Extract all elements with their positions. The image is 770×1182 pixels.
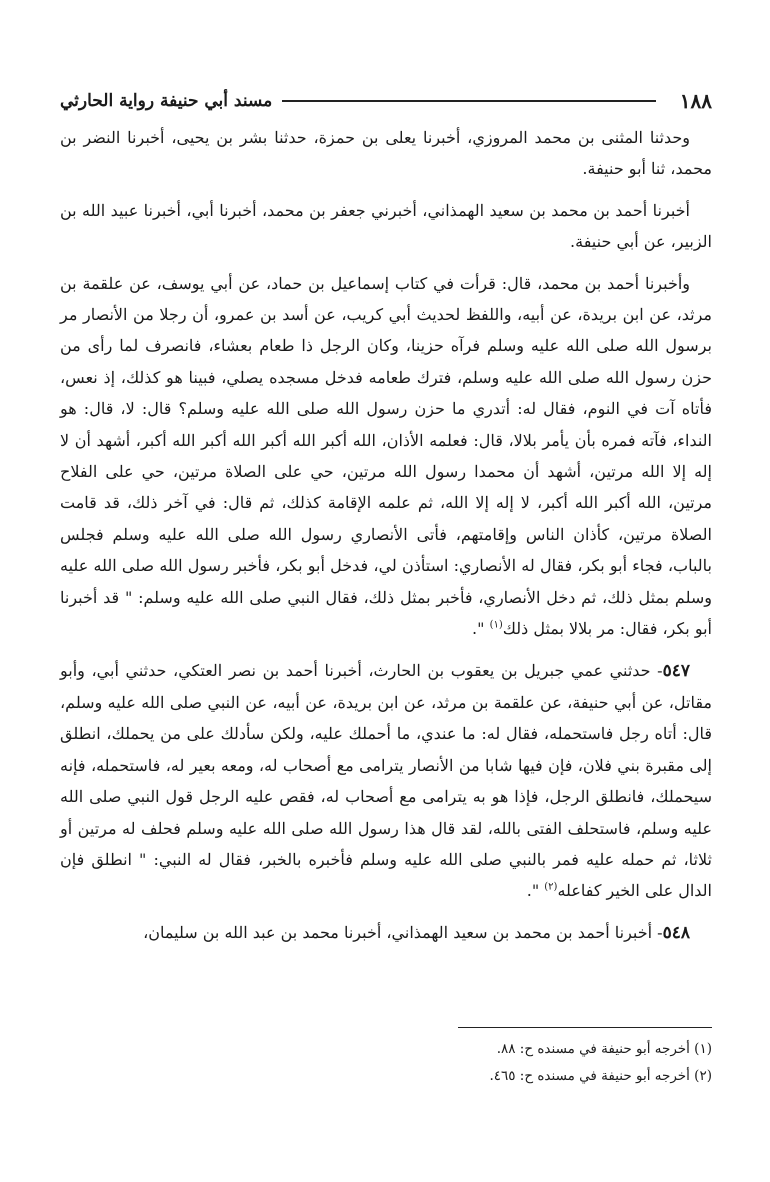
hadith-end: ". [526,881,545,901]
page-number: ١٨٨ [679,89,712,113]
paragraph-chain-2 [60,195,712,258]
main-text [60,122,712,959]
hadith-text: - حدثني عمي جبريل بن يعقوب بن الحارث، أخبرنا أحمد بن نصر العتكي، حدثني أبي، وأبو مقاتل، عن أبي حنيفة، عن علقمة بن مرثد، عن ابن بريدة، عن أبيه، عن النبي صلى الله عليه وسلم، قال: أتاه رجل فاستحمله، فقال له: ما عندي، ما أحملك عليه، ولكن سأدلك على من يحملك، انطلق إلى مقبرة بني فلان، فإن فيها شابا من الأنصار يترامى مع أصحاب له، ومعه بعير له، فاستحمله، فإنه سيحملك، فانطلق الرجل، فإذا هو به يترامى مع أصحاب له، فقص عليه الرجل قول النبي صلى الله عليه وسلم، فاستحلف الفتى بالله، لقد قال هذا رسول الله صلى الله عليه وسلم فحلف له مرتين أو ثلاثا، ثم حمله عليه فمر بالنبي صلى الله عليه وسلم فأخبره بالخبر، فقال له النبي: " انطلق فإن الدال على الخير كفاعله [60,660,712,901]
header-rule [282,100,656,102]
footnote-1: (١) أخرجه أبو حنيفة في مسنده ح: ٨٨. [496,1041,712,1057]
hadith-text: - أخبرنا أحمد بن محمد بن سعيد الهمذاني، أخبرنا محمد بن عبد الله بن سليمان، [143,922,663,942]
running-title: مسند أبي حنيفة رواية الحارثي [60,91,273,111]
paragraph-text: وأخبرنا أحمد بن محمد، قال: قرأت في كتاب إسماعيل بن حماد، عن أبي يوسف، عن علقمة بن مرثد، عن ابن بريدة، عن أبيه، واللفظ لحديث أبي كريب، عن أسد بن عمرو، أن رجلا من الأنصار مر برسول الله صلى الله عليه وسلم فرآه حزينا، وكان الرجل ذا طعام بعشاء، فانصرف لما رأى من حزن رسول الله صلى الله عليه وسلم، فترك طعامه فدخل مسجده يصلي، فبينا هو كذلك، إذ نعس، فأتاه آت في النوم، فقال له: أتدري ما حزن رسول الله صلى الله عليه وسلم؟ قال: لا، قال: هو النداء، فآته فمره بأن يأمر بلالا، قال: فعلمه الأذان، الله أكبر الله أكبر الله أكبر الله أكبر، أشهد أن لا إله إلا الله مرتين، أشهد أن محمدا رسول الله مرتين، حي على الصلاة مرتين، حي على الفلاح مرتين، الله أكبر الله أكبر، لا إله إلا الله، ثم علمه الإقامة كذلك، ثم قال: في آخر ذلك، قد قامت الصلاة مرتين، كأذان الناس وإقامتهم، فأتى الأنصاري رسول الله صلى الله عليه وسلم فجلس بالباب، فجاء أبو بكر، فقال له الأنصاري: استأذن لي، فدخل أبو بكر، فأخبر رسول الله صلى الله عليه وسلم بمثل ذلك، ثم دخل الأنصاري، فأخبر بمثل ذلك، فقال النبي صلى الله عليه وسلم: " قد أخبرنا أبو بكر، فقال: مر بلالا بمثل ذلك [60,273,712,639]
footnote-ref-1[interactable]: (١) [489,619,503,631]
hadith-number: ٥٤٨ [662,922,690,943]
paragraph-text: وحدثنا المثنى بن محمد المروزي، أخبرنا يعلى بن حمزة، حدثنا بشر بن يحيى، أخبرنا النضر بن محمد، ثنا أبو حنيفة. [60,128,712,179]
paragraph-hadith-adhan [60,268,712,645]
footnote-2: (٢) أخرجه أبو حنيفة في مسنده ح: ٤٦٥. [489,1068,712,1084]
hadith-548 [60,917,712,949]
hadith-547 [60,655,712,907]
footnotes [60,1036,712,1090]
paragraph-chain-1 [60,122,712,185]
paragraph-end: ". [472,619,490,639]
footnote-separator [458,1027,712,1028]
paragraph-text: أخبرنا أحمد بن محمد بن سعيد الهمذاني، أخبرني جعفر بن محمد، أخبرنا أبي، أخبرنا عبيد الله بن الزبير، عن أبي حنيفة. [60,200,712,252]
footnote-ref-2[interactable]: (٢) [544,882,558,894]
hadith-number: ٥٤٧ [662,660,690,681]
page-header [60,86,712,116]
